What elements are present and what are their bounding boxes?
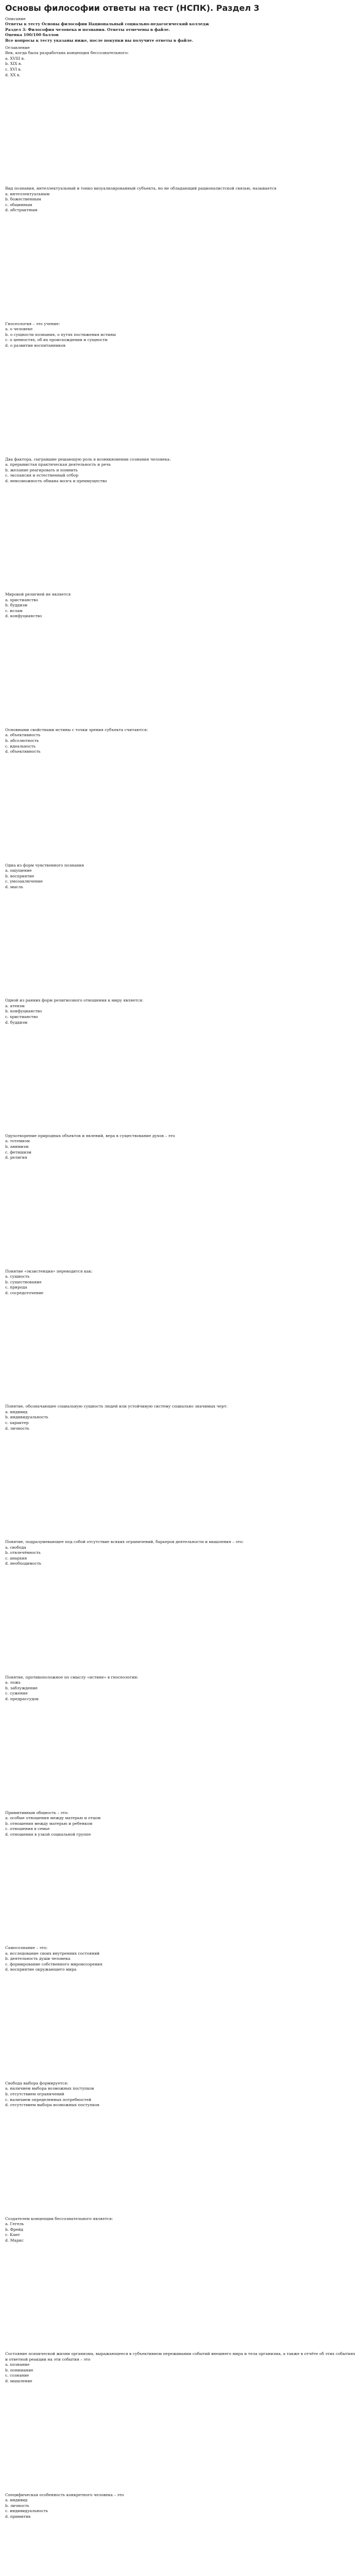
answer-option: c. фетишизм <box>5 1149 31 1155</box>
answer-option: a. сущность <box>5 1274 30 1279</box>
answer-option: d. мышление <box>5 2378 32 2383</box>
question-text: Понятие, подразумевающее под собой отсутствие всяких ограничений, барьеров деятельности и мышления – это: <box>5 1539 244 1545</box>
answer-option: a. индивид <box>5 2497 28 2502</box>
question-block <box>5 321 356 349</box>
question-block <box>5 2081 356 2108</box>
answer-option: a. XVIII в. <box>5 56 25 61</box>
answer-option: a. объективность <box>5 733 41 738</box>
answer-option: c. анархия <box>5 1555 27 1561</box>
answer-option: c. сознание <box>5 2373 29 2378</box>
page-title: Основы философии ответы на тест (НСПК). Раздел 3 <box>5 3 260 13</box>
description-line: Все вопросы к тесту указаны ниже, после покупки вы получите ответы в файле. <box>5 38 194 43</box>
answer-option: a. особые отношения между матерью и отцом <box>5 1815 101 1820</box>
answer-option: b. Фрейд <box>5 2227 24 2232</box>
answer-option: c. сужение <box>5 1691 28 1696</box>
first-question-options <box>5 56 356 78</box>
answer-option: d. невозможность обмана мозга и преимущество <box>5 478 107 483</box>
description-line: Оглавление <box>5 45 30 50</box>
answer-option: d. примитив <box>5 2514 31 2519</box>
answer-option: b. конфуцианство <box>5 1009 42 1014</box>
answer-option: d. необходимость <box>5 1561 42 1566</box>
answer-option: c. индивидуальность <box>5 2509 48 2514</box>
question-text: Специфическая особенность конкретного человека – это <box>5 2492 124 2497</box>
answer-option: c. ислам <box>5 608 23 613</box>
question-block <box>5 457 356 484</box>
answer-option: d. буддизм <box>5 1020 28 1025</box>
answer-option: b. отсутствием ограничений <box>5 2091 64 2096</box>
answer-option: b. отношения между матерью и ребенком <box>5 1821 93 1826</box>
answer-option: b. индивидуальность <box>5 1415 48 1420</box>
question-block <box>5 1539 356 1567</box>
answer-option: b. анимизм <box>5 1144 29 1149</box>
answer-option: c. природа <box>5 1285 27 1290</box>
description-line: Раздел 3: Философия человека и познания. Ответы отмечены в файле. <box>5 27 170 32</box>
question-text: Самосознание – это: <box>5 1945 48 1951</box>
question-text: Мировой религией не является <box>5 592 71 597</box>
question-block <box>5 1404 356 1431</box>
answer-option: c. о ценностях, об их происхождении и сущности <box>5 337 108 343</box>
answer-option: b. заблуждение <box>5 1685 38 1690</box>
question-text: Основными свойствами истины с точки зрения субъекта считаются: <box>5 727 148 732</box>
answer-option: a. свобода <box>5 1545 26 1550</box>
answer-option: c. идеальность <box>5 743 36 749</box>
answer-option: a. христианство <box>5 597 38 602</box>
question-text: Примитивным общность – это: <box>5 1810 69 1815</box>
answer-option: b. буддизм <box>5 603 28 608</box>
question-text: Понятие, обозначающее социальную сущность людей или устойчивую систему социально значимых черт: <box>5 1404 228 1409</box>
answer-option: d. восприятие окружающего мира <box>5 1967 77 1972</box>
question-block <box>5 2493 356 2520</box>
answer-option: d. отсутствием выбора возможных поступков <box>5 2103 99 2108</box>
question-text: Одной из ранних форм религиозного отношения к миру является: <box>5 998 144 1003</box>
question-text: Вид познания, интеллектуальный и тонко визуализированный субъекта, но не обладающий рационалистской связью, называется <box>5 186 277 191</box>
answer-option: b. понимание <box>5 2367 33 2372</box>
answer-option: a. о человеке <box>5 327 33 332</box>
description-line: Ответы к тесту Основы философии Национальный социально-педагогический колледж <box>5 22 210 27</box>
answer-option: d. о развитии воспитанников <box>5 343 66 348</box>
answer-option: a. прерывистая практическая деятельность и речь <box>5 462 111 467</box>
answer-option: b. восприятие <box>5 873 35 878</box>
question-block <box>5 1133 356 1161</box>
answer-option: a. тотемизм <box>5 1139 30 1144</box>
answer-option: a. индивид <box>5 1409 28 1414</box>
answer-option: b. XIX в. <box>5 61 22 66</box>
question-block <box>5 2351 356 2384</box>
question-text: Состояние психической жизни организма, выражающееся в субъективном переживании событий внешнего мира и тела организма, а также в отчёте об этих событиях и ответной реакции на эти события – это <box>5 2351 355 2362</box>
answer-option: b. желание реагировать и помнить <box>5 467 78 472</box>
question-list <box>5 186 356 2576</box>
question-block <box>5 1945 356 1973</box>
answer-option: d. сосредоточение <box>5 1290 44 1295</box>
answer-option: d. абстрактным <box>5 208 38 213</box>
question-block <box>5 592 356 619</box>
description-line: Оценка 100/100 баллов <box>5 32 59 38</box>
answer-option: d. предрассудок <box>5 1697 39 1702</box>
answer-option: d. личность <box>5 1426 29 1431</box>
description-line: Век, когда была разработана концепция бессознательного: <box>5 50 129 56</box>
answer-option: c. наличием определенных потребностей <box>5 2097 92 2102</box>
question-block <box>5 863 356 890</box>
answer-option: a. исследование своих внутренних состояний <box>5 1951 100 1956</box>
question-text: Одухотворение природных объектов и явлений, вера в существование духов – это <box>5 1133 175 1139</box>
question-text: Свобода выбора формируется: <box>5 2080 68 2086</box>
question-block <box>5 1810 356 1838</box>
answer-option: b. личность <box>5 2503 29 2508</box>
answer-option: b. отвлечённость <box>5 1550 41 1555</box>
answer-option: c. общинным <box>5 202 32 207</box>
answer-option: d. отношения в узкой социальной группе <box>5 1832 91 1837</box>
question-block <box>5 1269 356 1296</box>
answer-option: c. XVI в. <box>5 67 22 72</box>
question-text: Понятие, противоположное по смыслу «истине» в гносеологии: <box>5 1674 139 1680</box>
question-block <box>5 727 356 755</box>
question-text: Одна из форм чувственного познания <box>5 862 84 868</box>
answer-option: b. о сущности познания, о путях постижения истины <box>5 332 116 337</box>
answer-option: d. конфуцианство <box>5 614 42 619</box>
answer-option: b. деятельность души человека <box>5 1956 71 1961</box>
question-block <box>5 1675 356 1702</box>
answer-option: c. умозаключение <box>5 879 43 884</box>
answer-option: c. формирование собственного мировоззрения <box>5 1961 102 1967</box>
question-text: Гносеология – это учение: <box>5 321 60 326</box>
question-block <box>5 998 356 1025</box>
answer-option: a. атеизм <box>5 1003 25 1008</box>
answer-option: b. существование <box>5 1279 42 1284</box>
answer-option: d. XX в. <box>5 72 21 77</box>
question-text: Создателем концепции бессознательного является: <box>5 2216 113 2221</box>
answer-option: a. ложь <box>5 1680 21 1685</box>
answer-option: a. интеллектуальным <box>5 191 50 196</box>
description-block <box>5 16 356 56</box>
question-text: Понятие «экзистенция» переводится как: <box>5 1268 93 1274</box>
answer-option: c. характер <box>5 1420 29 1426</box>
answer-option: a. ощущение <box>5 868 32 873</box>
answer-option: b. божественным <box>5 197 41 202</box>
answer-option: d. Маркс <box>5 2238 24 2243</box>
answer-option: c. экспансия и естественный отбор <box>5 473 79 478</box>
answer-option: d. мысль <box>5 884 23 889</box>
answer-option: d. объективность <box>5 749 41 754</box>
answer-option: a. Гегель <box>5 2222 24 2227</box>
answer-option: c. христианство <box>5 1014 38 1019</box>
description-line: Описание <box>5 16 26 21</box>
answer-option: a. познание <box>5 2362 30 2367</box>
answer-option: a. наличием выбора возможных поступков <box>5 2086 94 2091</box>
question-block <box>5 2216 356 2244</box>
answer-option: c. отношения в семье <box>5 1826 50 1832</box>
question-block <box>5 186 356 213</box>
question-text: Два фактора, сыгравшие решающую роль в возникновении сознания человека: <box>5 456 171 462</box>
answer-option: b. абсолютность <box>5 738 39 743</box>
answer-option: d. религия <box>5 1155 27 1160</box>
answer-option: c. Кант <box>5 2232 20 2238</box>
